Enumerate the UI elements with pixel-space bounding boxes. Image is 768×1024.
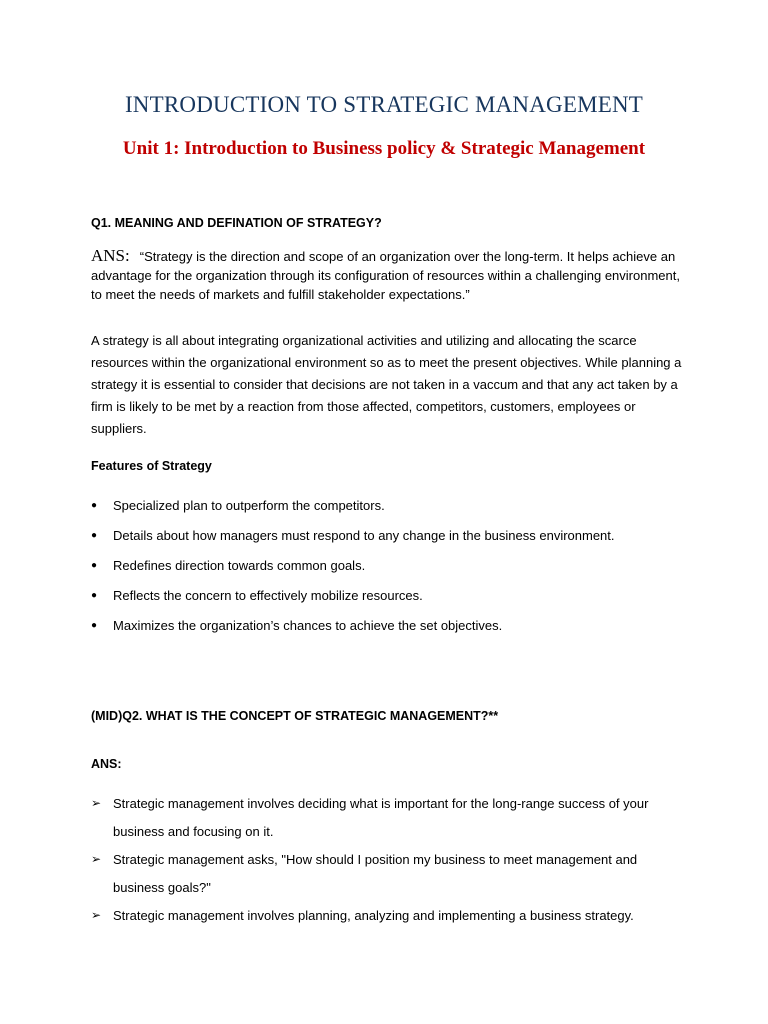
bullet-icon: ● [91,620,98,631]
list-item [91,526,711,556]
list-item [91,586,711,616]
bullet-icon: ● [91,560,98,571]
list-item [91,846,691,901]
answer-label: ANS: [91,757,122,771]
list-item [91,496,711,526]
list-item-text: Strategic management involves planning, analyzing and implementing a business strategy. [113,908,634,923]
bullet-icon: ● [91,500,98,511]
concept-list [91,790,691,931]
question-1-heading: Q1. MEANING AND DEFINATION OF STRATEGY? [91,216,382,230]
document-title: INTRODUCTION TO STRATEGIC MANAGEMENT [124,92,644,117]
question-1-answer [91,246,691,304]
question-2-heading: (MID)Q2. WHAT IS THE CONCEPT OF STRATEGIC MANAGEMENT?** [91,709,499,723]
strategy-paragraph: A strategy is all about integrating organizational activities and utilizing and allocating the scarce resources within the organizational environment so as to meet the present objectives. While planning a strategy it is essential to consider that decisions are not taken in a vaccum and that any act taken by a firm is likely to be met by a reaction from those affected, competitors, customers, employees or suppliers. [91,333,682,436]
list-item [91,790,691,845]
list-item [91,556,711,586]
list-item-text: Specialized plan to outperform the competitors. [113,498,385,513]
bullet-icon: ● [91,530,98,541]
bullet-icon: ● [91,590,98,601]
unit-subtitle: Unit 1: Introduction to Business policy & Strategic Management [122,138,646,159]
list-item [91,902,691,930]
features-heading: Features of Strategy [91,459,212,473]
arrow-bullet-icon: ➢ [91,796,102,810]
arrow-bullet-icon: ➢ [91,908,102,922]
list-item-text: Reflects the concern to effectively mobilize resources. [113,588,423,603]
list-item-text: Strategic management involves deciding what is important for the long-range success of your business and focusing on it. [113,796,649,839]
answer-label: ANS: [91,246,130,265]
answer-text: “Strategy is the direction and scope of an organization over the long-term. It helps achieve an advantage for the organization through its configuration of resources within a challenging environment, to meet the needs of markets and fulfill stakeholder expectations.” [91,249,680,302]
list-item-text: Strategic management asks, "How should I position my business to meet management and business goals?" [113,852,638,895]
list-item-text: Maximizes the organization’s chances to achieve the set objectives. [113,618,503,633]
features-list [91,496,711,646]
list-item-text: Details about how managers must respond to any change in the business environment. [113,528,615,543]
list-item [91,616,711,646]
list-item-text: Redefines direction towards common goals. [113,558,366,573]
arrow-bullet-icon: ➢ [91,852,102,866]
